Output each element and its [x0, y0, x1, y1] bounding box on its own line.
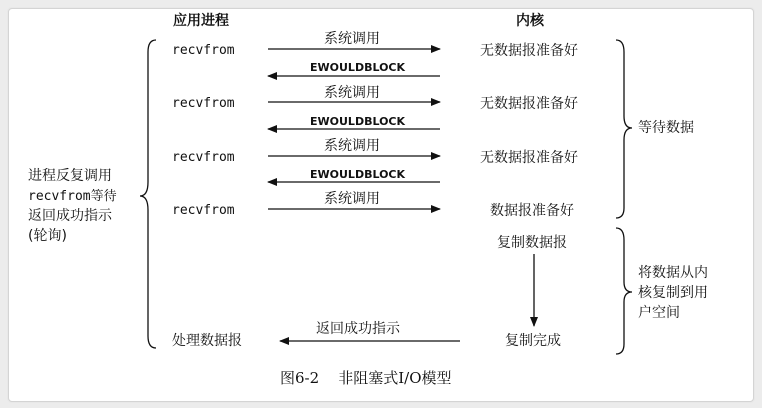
- reply-label-1: EWOULDBLOCK: [310, 61, 406, 74]
- copy-note-line-2: 核复制到用: [638, 285, 708, 301]
- figure-number: 图6-2: [280, 369, 320, 387]
- copy-done-label: 复制完成: [505, 333, 561, 349]
- app-process-header: 应用进程: [173, 13, 229, 29]
- kernel-status-2: 无数据报准备好: [480, 96, 578, 112]
- wait-data-note: 等待数据: [638, 120, 694, 136]
- syscall-label-4: 系统调用: [324, 191, 380, 207]
- recvfrom-label-4: recvfrom: [172, 203, 235, 218]
- return-success-label: 返回成功指示: [316, 321, 400, 337]
- recvfrom-label-3: recvfrom: [172, 150, 235, 165]
- copy-datagram-label: 复制数据报: [497, 235, 567, 251]
- kernel-header: 内核: [516, 13, 544, 29]
- figure-title: 非阻塞式I/O模型: [338, 369, 452, 387]
- process-datagram-label: 处理数据报: [172, 333, 242, 349]
- left-note-line-4: (轮询): [28, 228, 67, 244]
- reply-label-3: EWOULDBLOCK: [310, 168, 406, 181]
- syscall-label-3: 系统调用: [324, 138, 380, 154]
- kernel-status-3: 无数据报准备好: [480, 150, 578, 166]
- copy-note-line-3: 户空间: [638, 305, 680, 321]
- reply-label-2: EWOULDBLOCK: [310, 115, 406, 128]
- syscall-label-2: 系统调用: [324, 85, 380, 101]
- recvfrom-label-1: recvfrom: [172, 43, 235, 58]
- wait-brace: [616, 40, 632, 218]
- left-note-line-3: 返回成功指示: [28, 208, 112, 224]
- copy-note-line-1: 将数据从内: [638, 265, 708, 281]
- left-note-line-1: 进程反复调用: [28, 168, 112, 184]
- kernel-status-1: 无数据报准备好: [480, 43, 578, 59]
- copy-brace: [616, 228, 632, 354]
- recvfrom-label-2: recvfrom: [172, 96, 235, 111]
- syscall-label-1: 系统调用: [324, 31, 380, 47]
- left-brace: [140, 40, 156, 348]
- left-note-line-2: recvfrom等待: [28, 189, 117, 204]
- kernel-status-4: 数据报准备好: [490, 203, 574, 219]
- figure-caption: [280, 370, 452, 386]
